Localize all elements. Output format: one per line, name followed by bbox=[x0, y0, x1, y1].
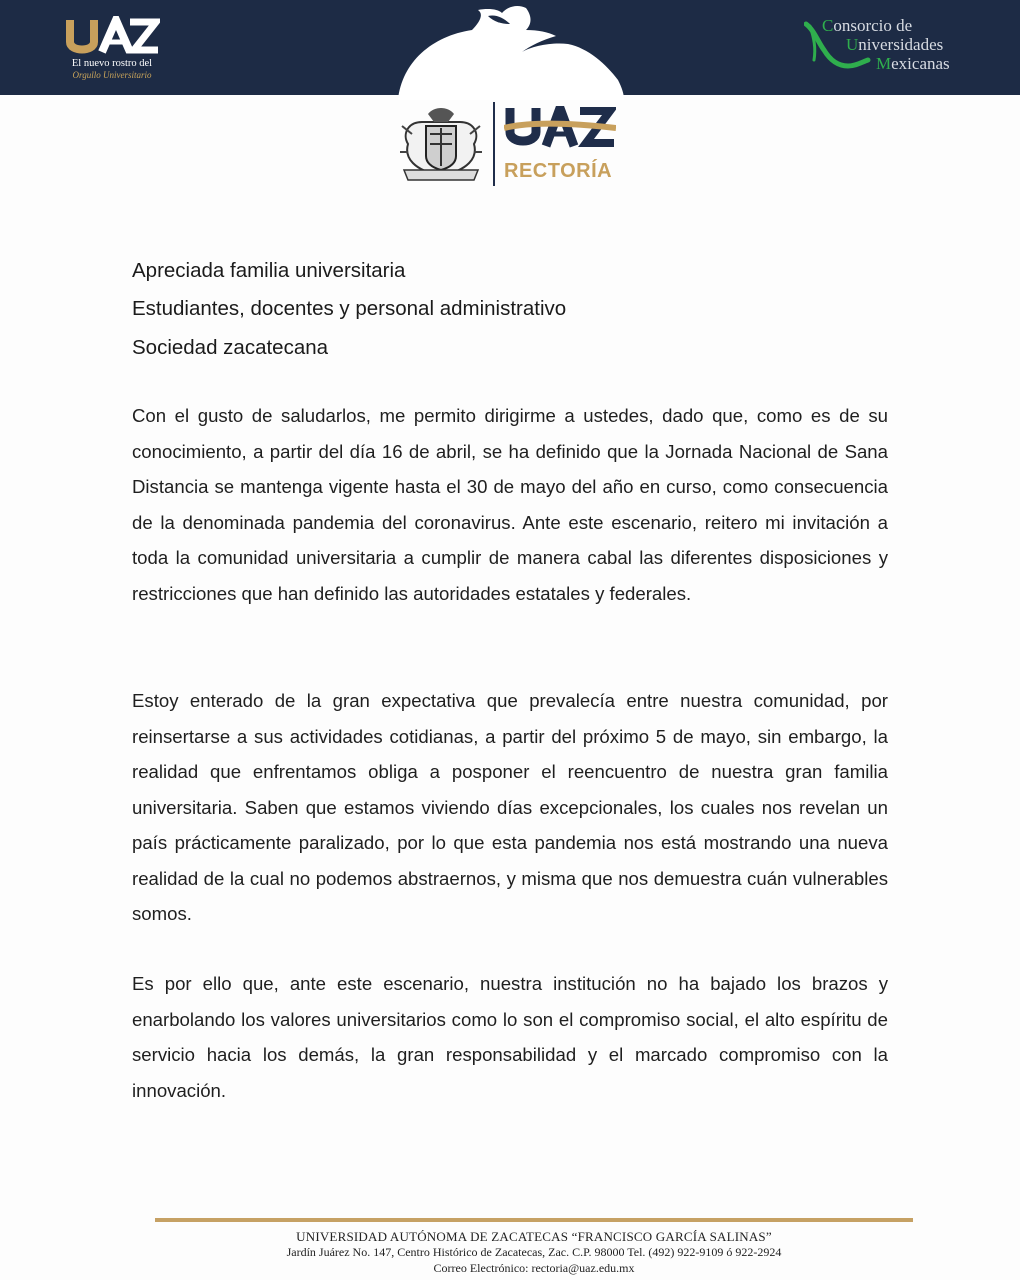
uaz-tagline-script: Orgullo Universitario bbox=[72, 70, 152, 80]
university-seal-icon bbox=[398, 104, 484, 184]
rectoria-crest bbox=[396, 100, 626, 190]
logo-divider bbox=[493, 102, 495, 186]
consorcio-line-3: Mexicanas bbox=[876, 54, 950, 73]
footer-address: Jardín Juárez No. 147, Centro Histórico de Zacatecas, Zac. C.P. 98000 Tel. (492) 922-9109 ó 922-2924 bbox=[286, 1245, 782, 1259]
footer-divider bbox=[155, 1218, 913, 1222]
salutation-line: Sociedad zacatecana bbox=[132, 335, 329, 359]
consorcio-line-2: Universidades bbox=[846, 35, 944, 54]
consorcio-logo bbox=[804, 16, 974, 78]
uaz-logo-mark-icon bbox=[64, 16, 160, 56]
consorcio-line-1: Consorcio de bbox=[822, 16, 913, 35]
salutation-line: Estudiantes, docentes y personal administrativo bbox=[132, 297, 567, 321]
eagle-emblem-icon bbox=[392, 0, 628, 100]
salutation bbox=[132, 252, 566, 367]
salutation-line: Apreciada familia universitaria bbox=[132, 259, 406, 282]
footer-institution: UNIVERSIDAD AUTÓNOMA DE ZACATECAS “FRANCISCO GARCÍA SALINAS” bbox=[296, 1229, 772, 1244]
letter-paragraph: Es por ello que, ante este escenario, nuestra institución no ha bajado los brazos y enarbolando los valores universitarios como lo son el compromiso social, el alto espíritu de servicio hacia los demás, la gran responsabilidad y el marcado compromiso con la innovación. bbox=[132, 973, 888, 1101]
letter-paragraph: Estoy enterado de la gran expectativa que prevalecía entre nuestra comunidad, por reinsertarse a sus actividades cotidianas, a partir del próximo 5 de mayo, sin embargo, la realidad que enfrentamos obliga a posponer el reencuentro de nuestra gran familia universitaria. Saben que estamos viviendo días excepcionales, los cuales nos revelan un país prácticamente paralizado, por lo que esta pandemia nos está mostrando una nueva realidad de la cual no podemos abstraernos, y misma que nos demuestra cuán vulnerables somos. bbox=[132, 690, 888, 924]
uaz-rectoria-logo-mark-icon bbox=[504, 106, 616, 148]
uaz-logo bbox=[62, 16, 162, 82]
uaz-tagline: El nuevo rostro del bbox=[71, 58, 153, 69]
footer-email: Correo Electrónico: rectoria@uaz.edu.mx bbox=[433, 1261, 635, 1275]
rectoria-label: RECTORÍA bbox=[504, 160, 613, 182]
letter-paragraph: Con el gusto de saludarlos, me permito dirigirme a ustedes, dado que, como es de su conocimiento, a partir del día 16 de abril, se ha definido que la Jornada Nacional de Sana Distancia se mantenga vigente hasta el 30 de mayo del año en curso, como consecuencia de la denominada pandemia del coronavirus. Ante este escenario, reitero mi invitación a toda la comunidad universitaria a cumplir de manera cabal las diferentes disposiciones y restricciones que han definido las autoridades estatales y federales. bbox=[132, 405, 888, 604]
